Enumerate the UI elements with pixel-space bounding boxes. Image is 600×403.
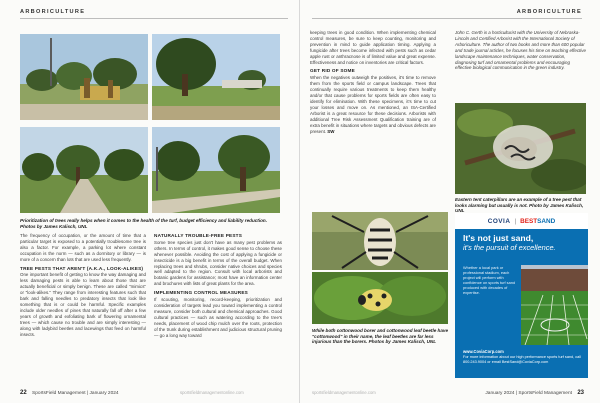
left-column-1 [20,233,146,339]
footer-title: SportsField Management | January 2024 [32,391,119,396]
footer-url[interactable]: sportsfieldmanagementonline.com [312,390,376,395]
author-bio: John C. Gerth is a horticulturist with the University of Nebraska-Lincoln and Certified Arborist with the International Society of Arboriculture. The author of two books and more than 600 popular and trade journal articles, he focuses his time on teaching effective landscape maintenance techniques, water conservation, diagnosing turf and ornamental problems and encouraging effective biological communication in the green industry. [455,30,586,71]
paragraph: keeping trees in good condition. When implementing chemical control measures, be sure to keep counting, monitoring and prevention in mind to guide application timing. Applying a fungicide after trees become infected with pests such as cedar apple rust or anthracnose is of limited value and great expense. Effectiveness and notice on inventories are critical factors. [310,30,436,65]
section-tag: ARBORICULTURE [20,9,86,15]
photo-campus-walkway [152,127,280,213]
footer-left [20,390,119,396]
footer-url[interactable]: sportsfieldmanagementonline.com [180,390,244,395]
photo-cottonwood-borer [312,212,448,270]
paragraph: The frequency of occupation, or the amount of time that a particular target is exposed to a potentially troublesome tree is also a factor. For example, a parking lot where constant occupation is the norm — such as a dormitory or library — is more of a concern than lots that are used less frequently. [20,233,146,262]
covia-bestsand-advertisement[interactable] [455,213,588,378]
subheading: TREE PESTS THAT AREN'T (A.K.A., LOOK-ALIKES) [20,265,144,271]
photo-cottonwood-leaf-beetle [312,272,448,324]
paragraph: If scouting, monitoring, record-keeping, prioritization and consideration of targets lead you toward implementing a control measure, consider both cultural and chemical approaches. Good cultural practices — such as watering according to the tree's needs, placement of wood chip mulch over the roots, protection of the trunk during establishment and judicious structural pruning — go a long way toward [154,297,282,338]
right-column-1 [310,30,436,136]
left-column-2 [154,233,282,340]
subheading: IMPLEMENTING CONTROL MEASURES [154,290,248,296]
ad-website-link[interactable]: www.CoviaCorp.com [463,349,504,354]
ad-contact-text: For more information about our high performance sports turf sand, call 800.243.9004 or email BestSand@CoviaCorp.com [463,354,581,364]
photo-tent-caterpillar [455,103,586,194]
ad-contact [463,350,583,364]
paragraph [310,75,436,134]
photo-park-trees [20,127,148,213]
ad-headline [463,234,581,252]
paragraph: One important benefit of getting to know the way damaging and less damaging pests is able to learn about those that are actually beneficial or simply benign. These are called "mimics" or "look-alikes." They range from interesting features such that bark and falling needles to predatory insects that look like something that is or could be harmful. Specific examples include older needles of pines that naturally fall off after a few years of growth and exfoliating bark of flowering ornamental trees — which cause no trouble and are simply interesting — along with ladybird beetles and lacewings that feed on harmful insects. [20,272,146,337]
section-tag: ARBORICULTURE [516,9,582,15]
end-of-story-mark: SW [327,128,335,134]
subheading: NATURALLY TROUBLE-FREE PESTS [154,233,243,238]
header-rule [312,18,582,19]
paragraph-text: When the negatives outweigh the positives, it's time to remove them from the sports field or campus landscape. Trees that continually require various treatments to keep them healthy and/or that cause problems for sports fields are often easy to identify for elimination. With these specimens, it's time to cut your losses and move on. As mentioned, an ISA-Certified Arborist is a great resource for these decisions. Arborists with additional Tree Risk Assessment Qualification training are of extra benefit in situations where targets and obvious defects are present. [310,75,436,134]
ad-body-text: Whether a local park or professional stadium, each project will perform with confidence on sports turf sand produced with decades of expertise. [463,265,516,295]
beetle-caption: While both cottonwood borer and cottonwood leaf beetle have "cottonwood" in their name, the leaf beetles are far less injurious than the borers. Photos by James Kalisch, UNL [312,328,449,345]
photo-playground [20,34,148,120]
page-number: 23 [577,390,584,396]
bestsand-logo: BESTSAND [520,217,556,225]
covia-logo: COVIA [487,217,511,225]
footer-title: January 2024 | SportsField Management [485,391,572,396]
photo-ballfield-tree [152,34,280,120]
ad-headline-line2: it's the pursuit of excellence. [463,243,556,253]
logo-separator: | [514,217,517,225]
ad-headline-line1: It's not just sand, [463,233,534,243]
page-number: 22 [20,390,27,396]
footer-right [485,390,584,396]
tent-caterpillar-caption: Eastern tent caterpillars are an example of a tree pest that looks alarming but usually is not. Photo by James Kalisch, UNL [455,197,584,214]
header-rule [20,18,288,19]
subheading: GET RID OF SOME [310,68,355,74]
photo-caption: Prioritization of trees really helps when it comes to the health of the turf, budget efficiency and liability reduction. Photos by James Kalisch, UNL [20,218,267,229]
paragraph: Some tree species just don't have as many pest problems as others. In terms of control, it makes good sense to choose these whenever possible. Avoiding the cost of applying a fungicide or insecticide is a big benefit in terms of the overall budget. When replacing trees and shrubs, consider native choices and species well adapted to the region. Consult with local arborists and botanic gardens for assistance; most have an information center and brochures with lists of great plants for the area. [154,239,282,287]
ad-logo-bar [455,213,588,229]
ad-stadium-turf-image [521,259,588,345]
